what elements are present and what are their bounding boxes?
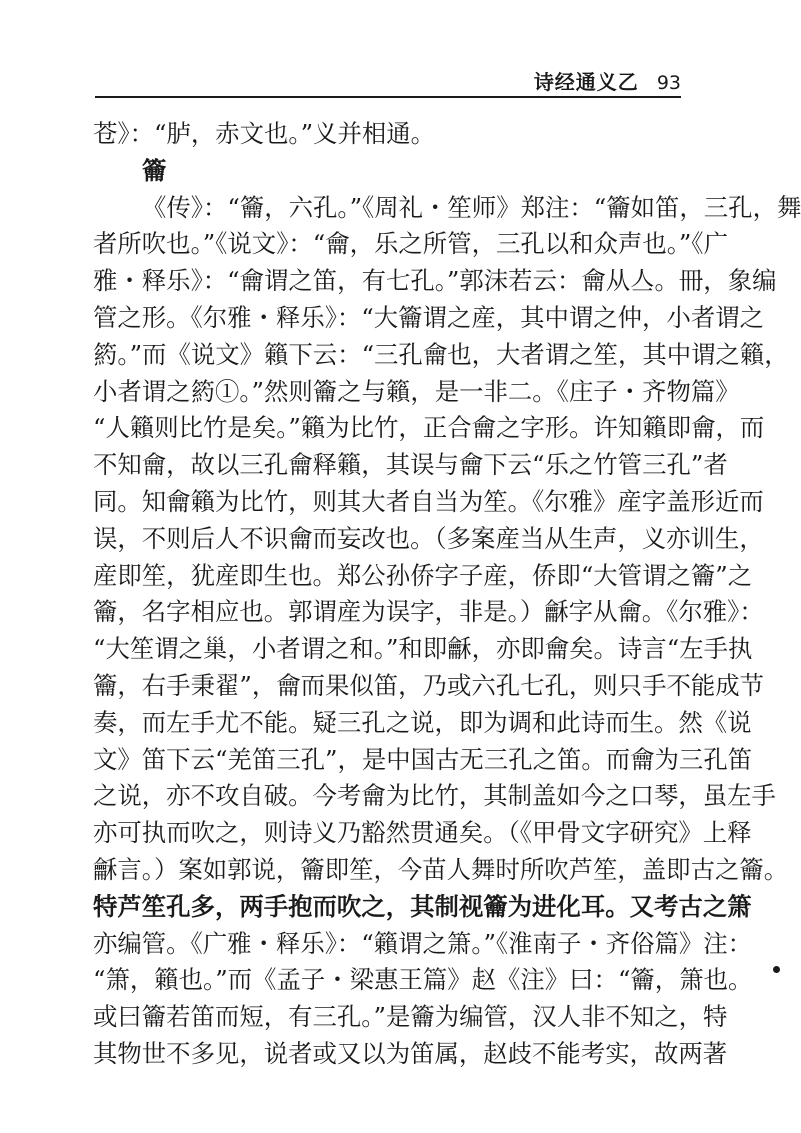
text-line: 或曰籥若笛而短，有三孔。”是籥为编管，汉人非不知之，特 — [93, 1002, 728, 1032]
text-line: 不知龠，故以三孔龠释籟，其误与龠下云“乐之竹管三孔”者 — [93, 450, 728, 480]
body-text — [93, 116, 801, 1073]
text-line: “箫，籟也。”而《孟子・梁惠王篇》赵《注》曰：“籥，箫也。 — [93, 965, 753, 995]
section-heading: 籥 — [142, 155, 167, 185]
text-line: 文》笛下云“羌笛三孔”，是中国古无三孔之笛。而龠为三孔笛 — [93, 744, 753, 774]
text-line: 箹。”而《说文》籟下云：“三孔龠也，大者谓之笙，其中谓之籟， — [93, 339, 789, 369]
header-title: 诗经通义乙 — [533, 70, 639, 94]
text-line: 管之形。《尔雅・释乐》：“大籥谓之産，其中谓之仲，小者谓之 — [93, 302, 765, 332]
text-line: “大笙谓之巢，小者谓之和。”和即龢，亦即龠矣。诗言“左手执 — [93, 634, 753, 664]
scan-dot-mark — [773, 966, 780, 973]
text-line: 特芦笙孔多，两手抱而吹之，其制视籥为进化耳。又考古之箫 — [93, 891, 752, 921]
page-number: 93 — [656, 72, 681, 94]
text-line: 龢言。）案如郭说，籥即笙，今苗人舞时所吹芦笙，盖即古之籥。 — [93, 854, 789, 884]
text-line: 産即笙，犹産即生也。郑公孙侨字子産，侨即“大管谓之籥”之 — [93, 560, 753, 590]
text-line: “人籟则比竹是矣。”籟为比竹，正合龠之字形。许知籟即龠，而 — [93, 413, 765, 443]
text-line: 同。知龠籟为比竹，则其大者自当为笙。《尔雅》産字盖形近而 — [93, 486, 764, 516]
text-line-continuation: 苍》：“胪，赤文也。”义并相通。 — [93, 119, 436, 148]
text-line: 雅・释乐》：“龠谓之笛，有七孔。”郭沫若云：龠从亼。冊，象编 — [93, 266, 777, 296]
paragraph-first-line: 《传》：“籥，六孔。”《周礼・笙师》郑注：“籥如笛，三孔，舞 — [142, 192, 801, 222]
text-line: 籥，名字相应也。郭谓産为误字，非是。）龢字从龠。《尔雅》： — [93, 597, 764, 627]
text-line: 奏，而左手尤不能。疑三孔之说，即为调和此诗而生。然《说 — [93, 707, 752, 737]
text-line: 小者谓之箹①。”然则籥之与籟，是一非二。《庄子・齐物篇》 — [93, 376, 740, 406]
running-header — [95, 66, 681, 98]
text-line: 籥，右手秉翟”，龠而果似笛，乃或六孔七孔，则只手不能成节 — [93, 670, 765, 700]
text-line: 其物世不多见，说者或又以为笛属，赵歧不能考实，故两著 — [93, 1038, 728, 1068]
text-line: 之说，亦不攻自破。今考龠为比竹，其制盖如今之口琴，虽左手 — [93, 781, 776, 811]
text-line: 者所吹也。”《说文》：“龠，乐之所管，三孔以和众声也。”《广 — [93, 229, 728, 259]
text-line: 误，不则后人不识龠而妄改也。（多案産当从生声，义亦训生， — [93, 523, 764, 553]
text-line: 亦可执而吹之，则诗义乃豁然贯通矣。（《甲骨文字研究》上释 — [93, 818, 752, 848]
text-line: 亦编管。《广雅・释乐》：“籟谓之箫。”《淮南子・齐俗篇》注： — [93, 928, 753, 958]
